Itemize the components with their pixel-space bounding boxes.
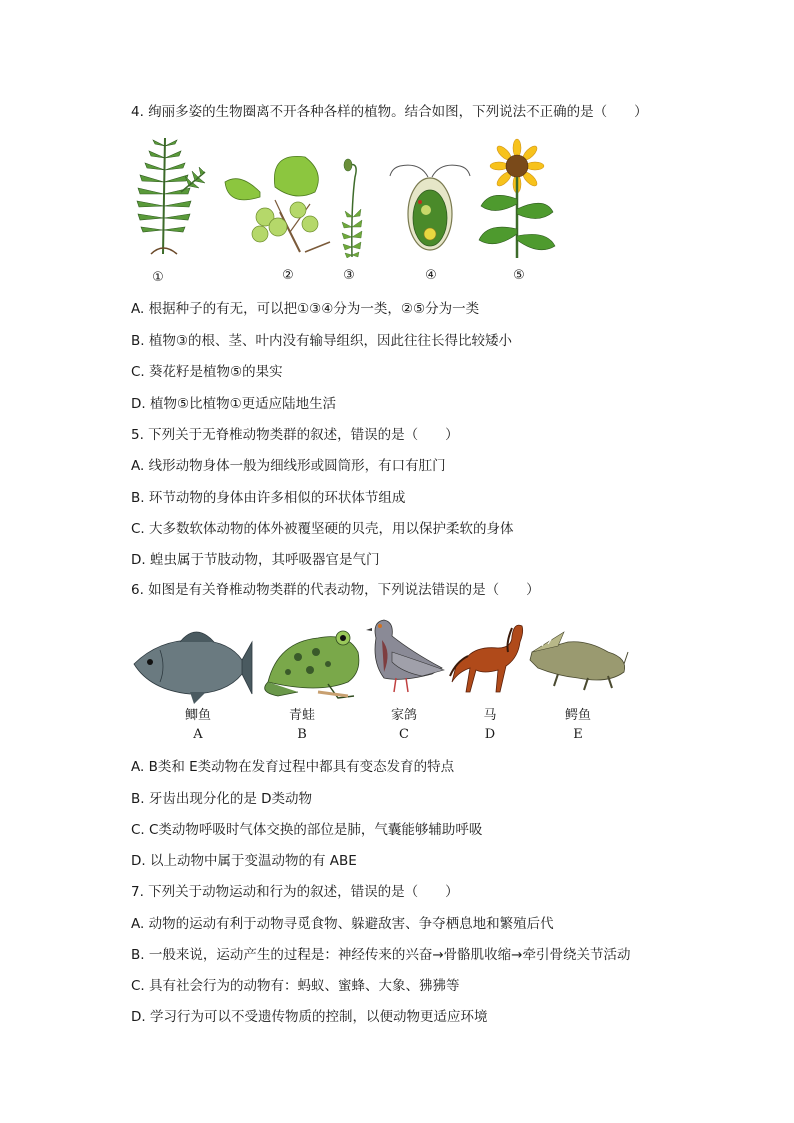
q7-option-d: D. 学习行为可以不受遗传物质的控制，以便动物更适应环境 bbox=[131, 1009, 488, 1025]
q6-stem: 6. 如图是有关脊椎动物类群的代表动物，下列说法错误的是（ ） bbox=[131, 582, 540, 598]
crocodile-illustration bbox=[530, 632, 628, 690]
q6-option-c: C. C类动物呼吸时气体交换的部位是肺，气囊能够辅助呼吸 bbox=[131, 822, 483, 838]
pigeon-illustration bbox=[366, 620, 444, 692]
q6-option-d: D. 以上动物中属于变温动物的有 ABE bbox=[131, 853, 357, 869]
q7-option-c: C. 具有社会行为的动物有：蚂蚁、蜜蜂、大象、狒狒等 bbox=[131, 978, 460, 994]
q4-option-d: D. 植物⑤比植物①更适应陆地生活 bbox=[131, 396, 337, 412]
figure-label-3: ③ bbox=[343, 268, 355, 283]
q5-option-a: A. 线形动物身体一般为细线形或圆筒形，有口有肛门 bbox=[131, 458, 446, 474]
figure-label-2: ② bbox=[282, 268, 294, 283]
animal-letter-c: C bbox=[399, 727, 409, 742]
carp-illustration bbox=[134, 632, 252, 704]
figure-label-4: ④ bbox=[425, 268, 437, 283]
q6-option-b: B. 牙齿出现分化的是 D类动物 bbox=[131, 791, 313, 807]
q4-stem: 4. 绚丽多姿的生物圈离不开各种各样的植物。结合如图，下列说法不正确的是（ ） bbox=[131, 104, 648, 120]
q4-option-c: C. 葵花籽是植物⑤的果实 bbox=[131, 364, 283, 380]
animals-figure bbox=[130, 612, 630, 704]
q5-option-d: D. 蝗虫属于节肢动物，其呼吸器官是气门 bbox=[131, 552, 380, 568]
q5-option-c: C. 大多数软体动物的体外被覆坚硬的贝壳，用以保护柔软的身体 bbox=[131, 521, 514, 537]
animal-letter-a: A bbox=[193, 727, 203, 742]
q7-option-a: A. 动物的运动有利于动物寻觅食物、躲避敌害、争夺栖息地和繁殖后代 bbox=[131, 916, 554, 932]
figure-label-1: ① bbox=[152, 270, 164, 285]
animal-letter-e: E bbox=[573, 727, 583, 742]
fern-illustration bbox=[137, 138, 205, 254]
q6-option-a: A. B类和 E类动物在发育过程中都具有变态发育的特点 bbox=[131, 759, 455, 775]
chlamydomonas-illustration bbox=[390, 165, 470, 250]
animal-letter-b: B bbox=[297, 727, 307, 742]
q7-option-b: B. 一般来说，运动产生的过程是：神经传来的兴奋→骨骼肌收缩→牵引骨绕关节活动 bbox=[131, 947, 631, 963]
q5-option-b: B. 环节动物的身体由许多相似的环状体节组成 bbox=[131, 490, 406, 506]
figure-label-5: ⑤ bbox=[513, 268, 525, 283]
animal-name-b: 青蛙 bbox=[288, 708, 315, 723]
ginkgo-illustration bbox=[225, 156, 330, 252]
animal-name-d: 马 bbox=[483, 708, 497, 723]
animal-name-a: 鲫鱼 bbox=[184, 708, 211, 723]
q7-stem: 7. 下列关于动物运动和行为的叙述，错误的是（ ） bbox=[131, 884, 459, 900]
animal-name-e: 鳄鱼 bbox=[564, 708, 591, 723]
frog-illustration bbox=[265, 631, 359, 698]
animal-name-c: 家鸽 bbox=[390, 708, 417, 723]
plants-figure bbox=[125, 132, 565, 258]
sunflower-illustration bbox=[479, 139, 555, 258]
animal-letter-d: D bbox=[484, 727, 496, 742]
moss-illustration bbox=[342, 159, 362, 258]
q5-stem: 5. 下列关于无脊椎动物类群的叙述，错误的是（ ） bbox=[131, 427, 459, 443]
q4-option-a: A. 根据种子的有无，可以把①③④分为一类，②⑤分为一类 bbox=[131, 301, 480, 317]
q4-option-b: B. 植物③的根、茎、叶内没有输导组织，因此往往长得比较矮小 bbox=[131, 333, 512, 349]
horse-illustration bbox=[450, 625, 523, 692]
